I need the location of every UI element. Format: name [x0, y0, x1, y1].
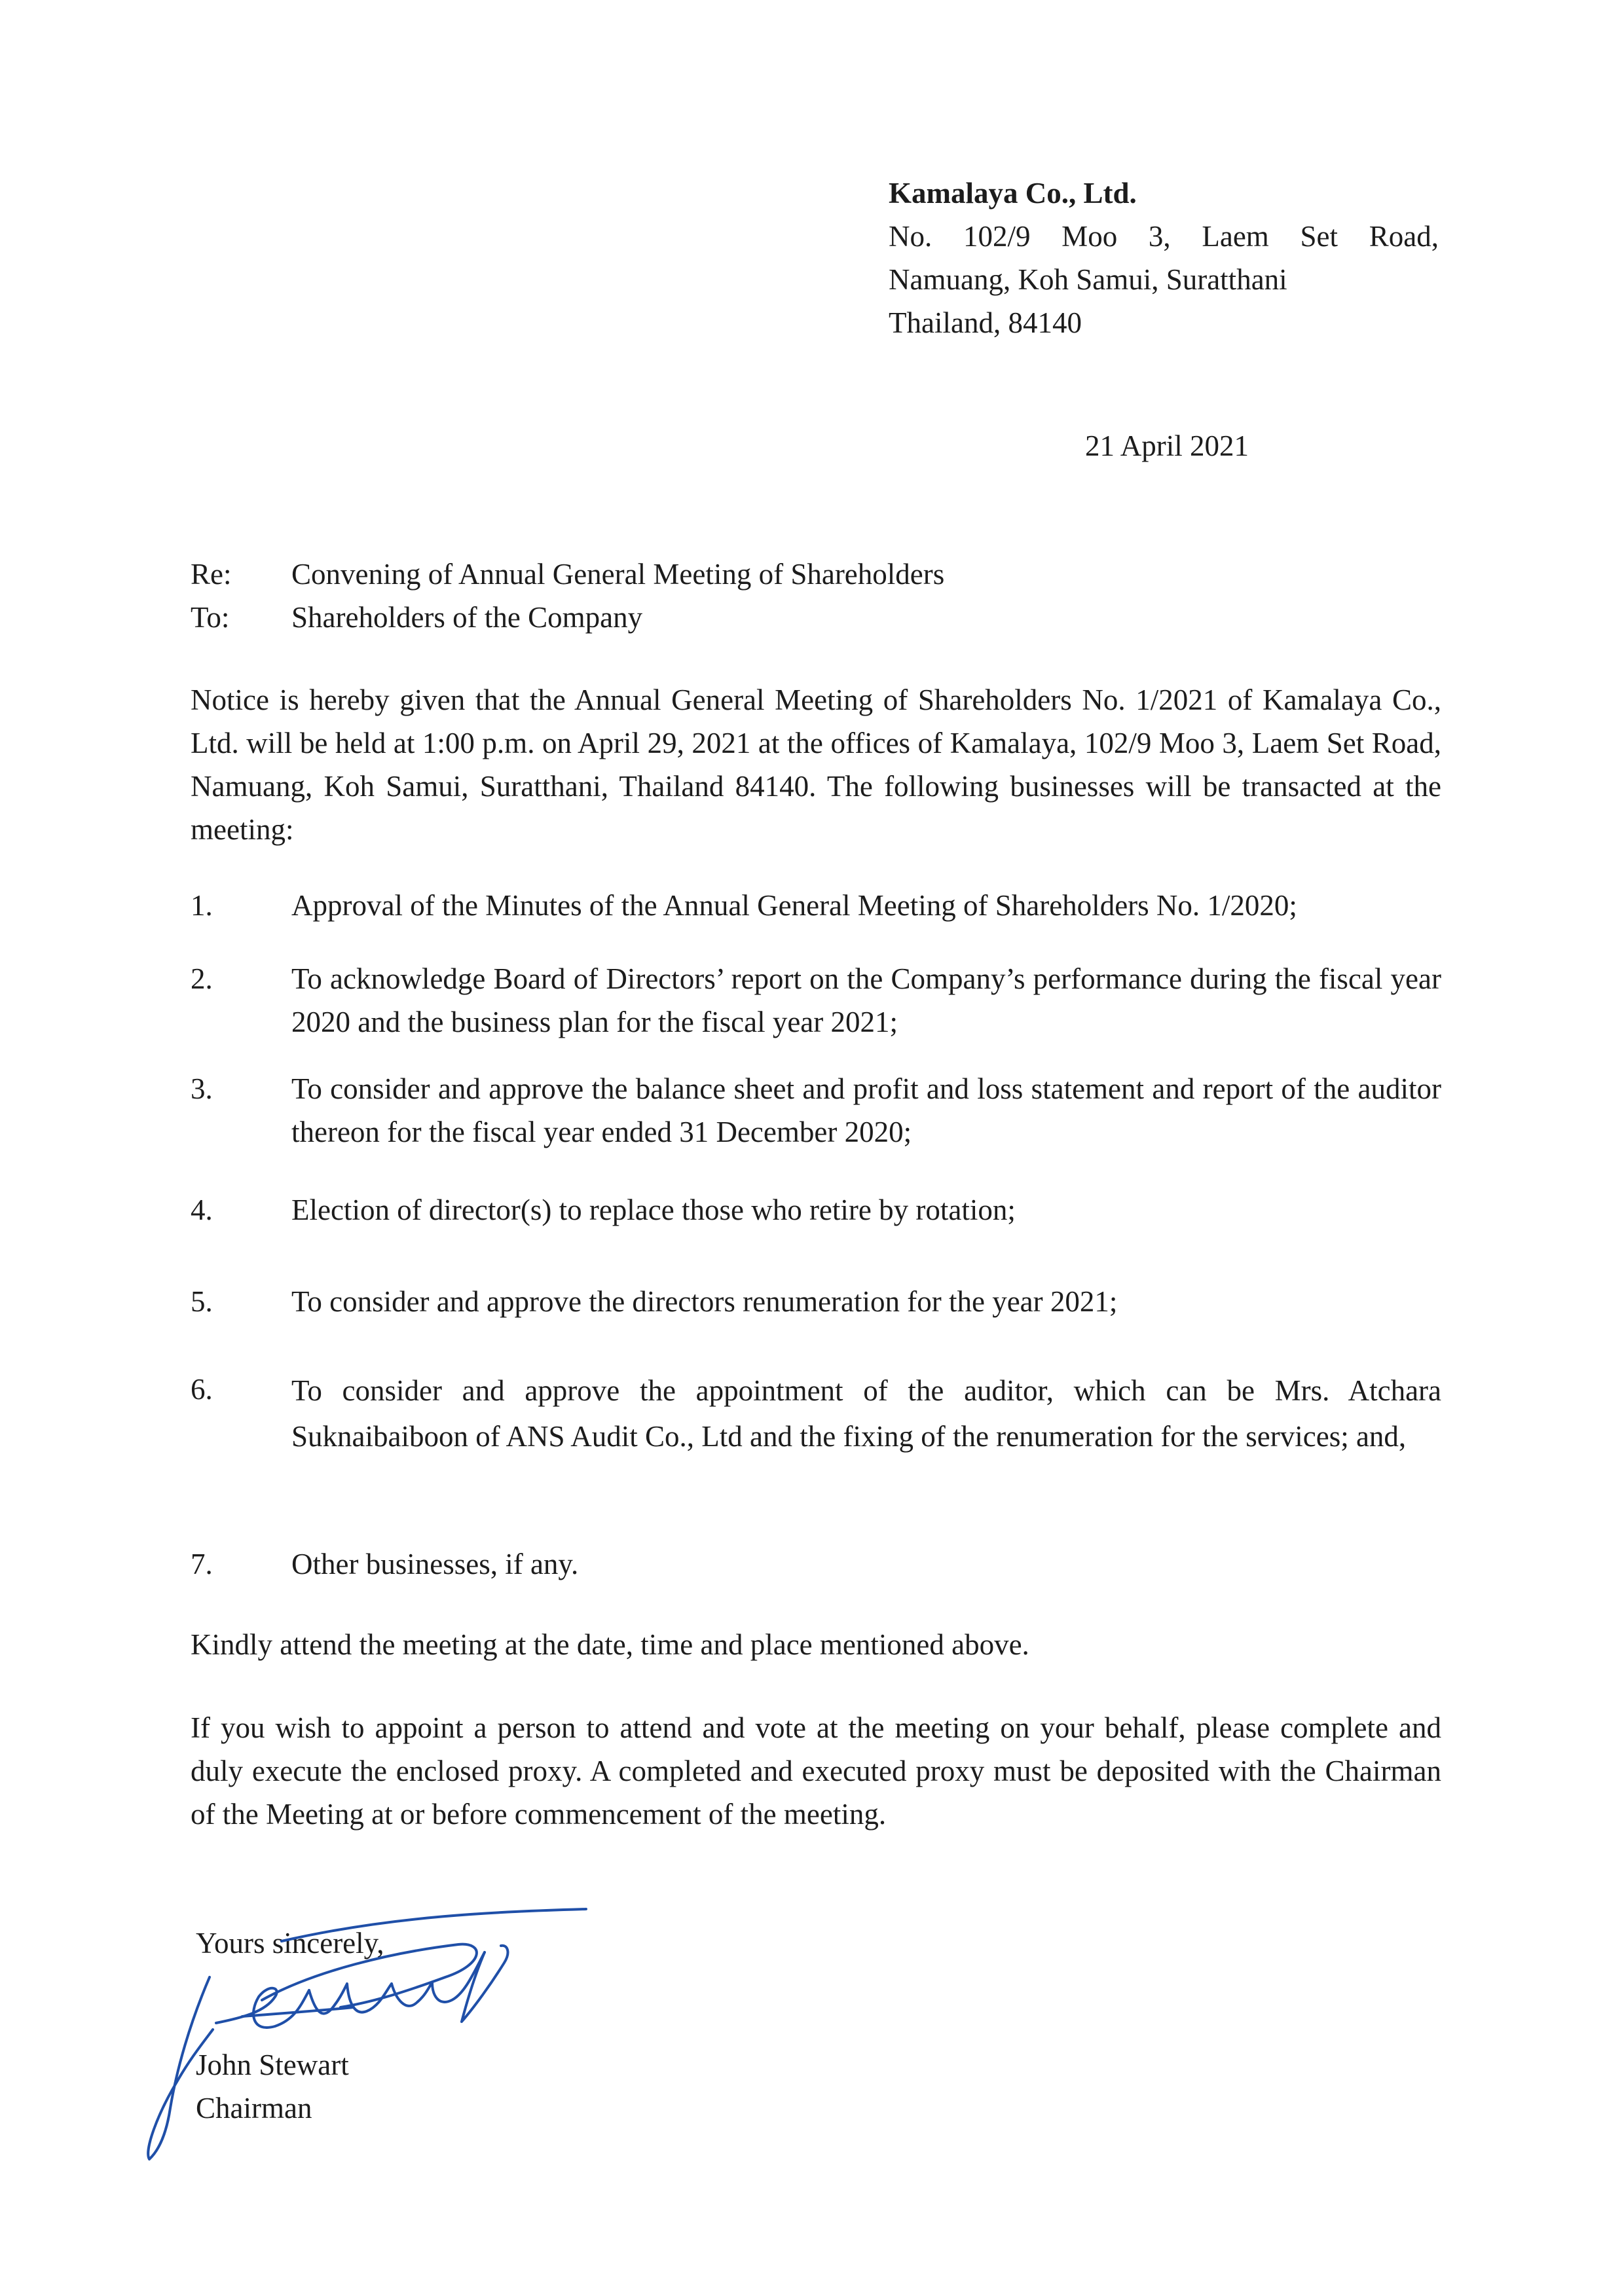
agenda-number: 7.: [191, 1548, 213, 1580]
signatory-title: Chairman: [196, 2092, 312, 2124]
to-text: Shareholders of the Company: [291, 601, 643, 634]
agenda-number: 3.: [191, 1072, 213, 1105]
agenda-text: Election of director(s) to replace those who retire by rotation;: [291, 1194, 1016, 1226]
agenda-text: Other businesses, if any.: [291, 1548, 579, 1580]
agenda-number: 4.: [191, 1194, 213, 1226]
agenda-item: [191, 884, 1441, 927]
agenda-number: 6.: [191, 1373, 213, 1406]
agenda-item: [191, 1542, 1441, 1586]
company-name: Kamalaya Co., Ltd.: [889, 177, 1137, 210]
agenda-item: [191, 1368, 1441, 1459]
signatory-name: John Stewart: [196, 2049, 349, 2081]
agenda-text: To consider and approve the directors renumeration for the year 2021;: [291, 1285, 1118, 1318]
agenda-number: 5.: [191, 1285, 213, 1318]
signature-strokes: [148, 1909, 586, 2159]
agenda-number: 2.: [191, 962, 213, 995]
agenda-text: Approval of the Minutes of the Annual General Meeting of Shareholders No. 1/2020;: [291, 889, 1297, 922]
address-line-3: Thailand, 84140: [889, 306, 1082, 339]
agenda-text: To consider and approve the appointment of the auditor, which can be Mrs. Atchara Suknaibaiboon of ANS Audit Co., Ltd and the fixing of the renumeration for the services; and,: [291, 1374, 1441, 1453]
agenda-item: [191, 1067, 1441, 1154]
re-label: Re:: [191, 558, 232, 591]
agenda-item: [191, 1188, 1441, 1231]
agenda-number: 1.: [191, 889, 213, 922]
to-row: [191, 596, 1435, 639]
agenda-item: [191, 957, 1441, 1044]
kindly-attend-paragraph: Kindly attend the meeting at the date, time and place mentioned above.: [191, 1628, 1029, 1661]
agenda-text: To acknowledge Board of Directors’ report on the Company’s performance during the fiscal year 2020 and the business plan for the fiscal year 2021;: [291, 962, 1441, 1038]
to-label: To:: [191, 601, 230, 634]
letter-date: 21 April 2021: [1085, 429, 1249, 462]
address-line-1: No. 102/9 Moo 3, Laem Set Road,: [889, 220, 1439, 253]
company-letterhead: [889, 172, 1439, 344]
closing-salutation: Yours sincerely,: [196, 1927, 384, 1959]
subject-block: [191, 553, 1435, 639]
re-text: Convening of Annual General Meeting of Shareholders: [291, 558, 945, 591]
notice-paragraph: Notice is hereby given that the Annual General Meeting of Shareholders No. 1/2021 of Kamalaya Co., Ltd. will be held at 1:00 p.m. on April 29, 2021 at the offices of Kamalaya, 102/9 Moo 3, Laem Set Road, Namuang, Koh Samui, Suratthani, Thailand 84140. The following businesses will be transacted at the meeting:: [191, 683, 1441, 846]
agenda-text: To consider and approve the balance sheet and profit and loss statement and report of the auditor thereon for the fiscal year ended 31 December 2020;: [291, 1072, 1441, 1148]
agenda-item: [191, 1280, 1441, 1323]
proxy-paragraph: If you wish to appoint a person to attend and vote at the meeting on your behalf, please complete and duly execute the enclosed proxy. A completed and executed proxy must be deposited with the Chairman of the Meeting at or before commencement of the meeting.: [191, 1711, 1441, 1831]
re-row: [191, 553, 1435, 596]
address-line-2: Namuang, Koh Samui, Suratthani: [889, 263, 1287, 296]
handwritten-signature: [118, 1892, 602, 2167]
